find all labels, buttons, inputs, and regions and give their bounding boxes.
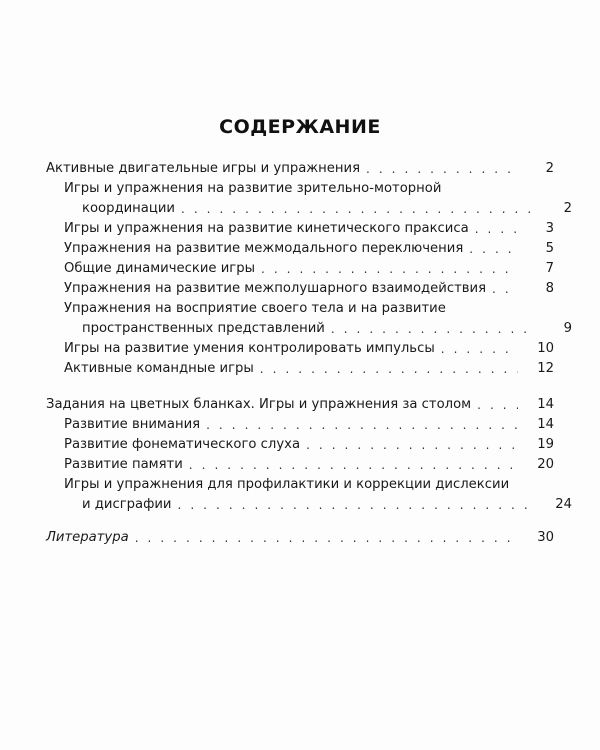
toc-page-number: 5 [545, 241, 554, 256]
toc-entry[interactable] [46, 299, 572, 339]
toc-entry[interactable] [46, 475, 572, 515]
toc-page-number: 9 [563, 321, 572, 336]
toc-entry[interactable] [46, 339, 554, 359]
toc-page-number: 24 [555, 497, 572, 512]
toc-page-number: 2 [545, 161, 554, 176]
dot-leader [477, 395, 518, 415]
toc-entry[interactable] [46, 455, 554, 475]
toc-entry-label: Игры на развитие умения контролировать импульсы [64, 341, 435, 356]
toc-entry-label: Развитие внимания [64, 417, 201, 432]
dot-leader [206, 415, 518, 435]
toc-entry[interactable] [46, 415, 554, 435]
dot-leader [306, 435, 518, 455]
toc-entry[interactable] [46, 259, 554, 279]
toc-section-color-forms[interactable] [46, 395, 554, 415]
dot-leader [441, 339, 518, 359]
toc-entry-label: Общие динамические игры [64, 261, 255, 276]
toc-page-number: 14 [537, 417, 554, 432]
toc-page-number: 12 [537, 361, 554, 376]
toc-entry[interactable] [46, 435, 554, 455]
dot-leader [181, 199, 536, 219]
toc-entry-label: Литература [46, 530, 129, 545]
toc-page-number: 19 [537, 437, 554, 452]
toc-entry-label-line1: Игры и упражнения для профилактики и коррекции дислексии [64, 477, 510, 492]
toc-page-number: 10 [537, 341, 554, 356]
dot-leader [469, 239, 518, 259]
toc-page-number: 3 [545, 221, 554, 236]
toc-entry[interactable] [46, 359, 554, 379]
toc-section-active-games[interactable] [46, 159, 554, 179]
table-of-contents [46, 159, 572, 548]
toc-page-number: 14 [537, 397, 554, 412]
dot-leader [331, 319, 536, 339]
toc-entry[interactable] [46, 279, 554, 299]
toc-section-literature[interactable] [46, 528, 554, 548]
toc-entry-label: Активные командные игры [64, 361, 254, 376]
toc-entry-label-line2: координации [82, 201, 175, 216]
toc-entry-label: Упражнения на развитие межмодального переключения [64, 241, 464, 256]
dot-leader [492, 279, 518, 299]
dot-leader [366, 159, 518, 179]
toc-entry-label: Задания на цветных бланках. Игры и упражнения за столом [46, 397, 472, 412]
toc-entry-label: Развитие памяти [64, 457, 183, 472]
dot-leader [260, 359, 518, 379]
toc-entry-label: Активные двигательные игры и упражнения [46, 161, 361, 176]
dot-leader [135, 528, 518, 548]
dot-leader [189, 455, 518, 475]
toc-page-number: 30 [537, 530, 554, 545]
dot-leader [475, 219, 518, 239]
toc-entry-label-line1: Игры и упражнения на развитие зрительно-моторной [64, 181, 442, 196]
toc-entry-label: Игры и упражнения на развитие кинетического праксиса [64, 221, 469, 236]
toc-entry[interactable] [46, 239, 554, 259]
dot-leader [178, 495, 537, 515]
toc-entry-label-line1: Упражнения на восприятие своего тела и на развитие [64, 301, 446, 316]
toc-entry-label: Упражнения на развитие межполушарного взаимодействия [64, 281, 487, 296]
toc-page-number: 20 [537, 457, 554, 472]
dot-leader [261, 259, 518, 279]
toc-entry-label-line2: и дисграфии [82, 497, 172, 512]
toc-entry-label: Развитие фонематического слуха [64, 437, 301, 452]
toc-page-number: 8 [545, 281, 554, 296]
toc-page-number: 2 [563, 201, 572, 216]
toc-page-number: 7 [545, 261, 554, 276]
toc-entry[interactable] [46, 219, 554, 239]
toc-entry-label-line2: пространственных представлений [82, 321, 325, 336]
toc-entry[interactable] [46, 179, 572, 219]
page-title: СОДЕРЖАНИЕ [219, 116, 381, 138]
